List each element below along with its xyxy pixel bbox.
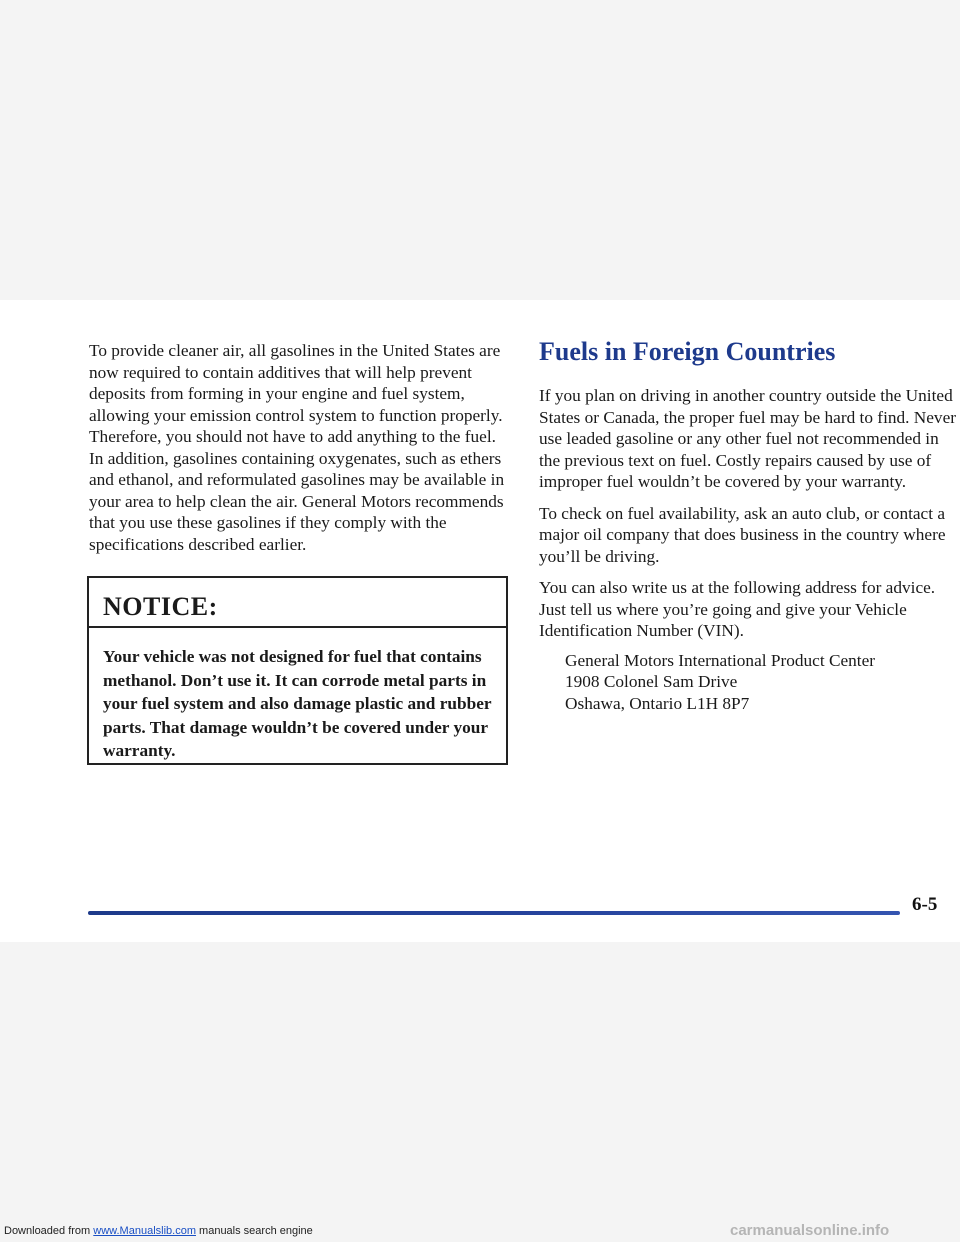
right-column	[539, 336, 959, 714]
footer-rule	[88, 911, 900, 915]
notice-body: Your vehicle was not designed for fuel that contains methanol. Don’t use it. It can corrode metal parts in your fuel system and also damage plastic and rubber parts. That damage wouldn’t be covered under your warranty.	[103, 647, 492, 760]
foreign-fuel-paragraph: If you plan on driving in another country outside the United States or Canada, the proper fuel may be hard to find. Never use leaded gasoline or any other fuel not recommended in the previous text on fuel. Costly repairs caused by use of improper fuel wouldn’t be covered by your warranty.	[539, 386, 957, 491]
notice-box	[87, 576, 508, 765]
notice-title: NOTICE:	[89, 578, 506, 628]
address-line: Oshawa, Ontario L1H 8P7	[565, 693, 750, 713]
manual-page	[0, 300, 960, 942]
write-us-paragraph: You can also write us at the following address for advice. Just tell us where you’re going and give your Vehicle Identification Number (VIN).	[539, 578, 936, 640]
mailing-address	[539, 650, 959, 715]
section-heading: Fuels in Foreign Countries	[539, 337, 836, 366]
address-line: General Motors International Product Center	[565, 650, 876, 670]
watermark-text: carmanualsonline.info	[730, 1222, 890, 1239]
intro-paragraph: To provide cleaner air, all gasolines in the United States are now required to contain additives that will help prevent deposits from forming in your engine and fuel system, allowing your emission control system to function properly. Therefore, you should not have to add anything to the fuel. In addition, gasolines containing oxygenates, such as ethers and ethanol, and reformulated gasolines may be available in your area to help clean the air. General Motors recommends that you use these gasolines if they comply with the specifications described earlier.	[89, 341, 505, 554]
footer-prefix: Downloaded from	[4, 1225, 94, 1237]
footer-suffix: manuals search engine	[195, 1225, 313, 1237]
fuel-availability-paragraph: To check on fuel availability, ask an auto club, or contact a major oil company that does business in the country where you’ll be driving.	[539, 503, 946, 566]
page-number: 6-5	[912, 894, 938, 915]
download-footer	[4, 1225, 313, 1237]
address-line: 1908 Colonel Sam Drive	[565, 672, 738, 691]
manualslib-link[interactable]: www.Manualslib.com	[93, 1225, 196, 1237]
